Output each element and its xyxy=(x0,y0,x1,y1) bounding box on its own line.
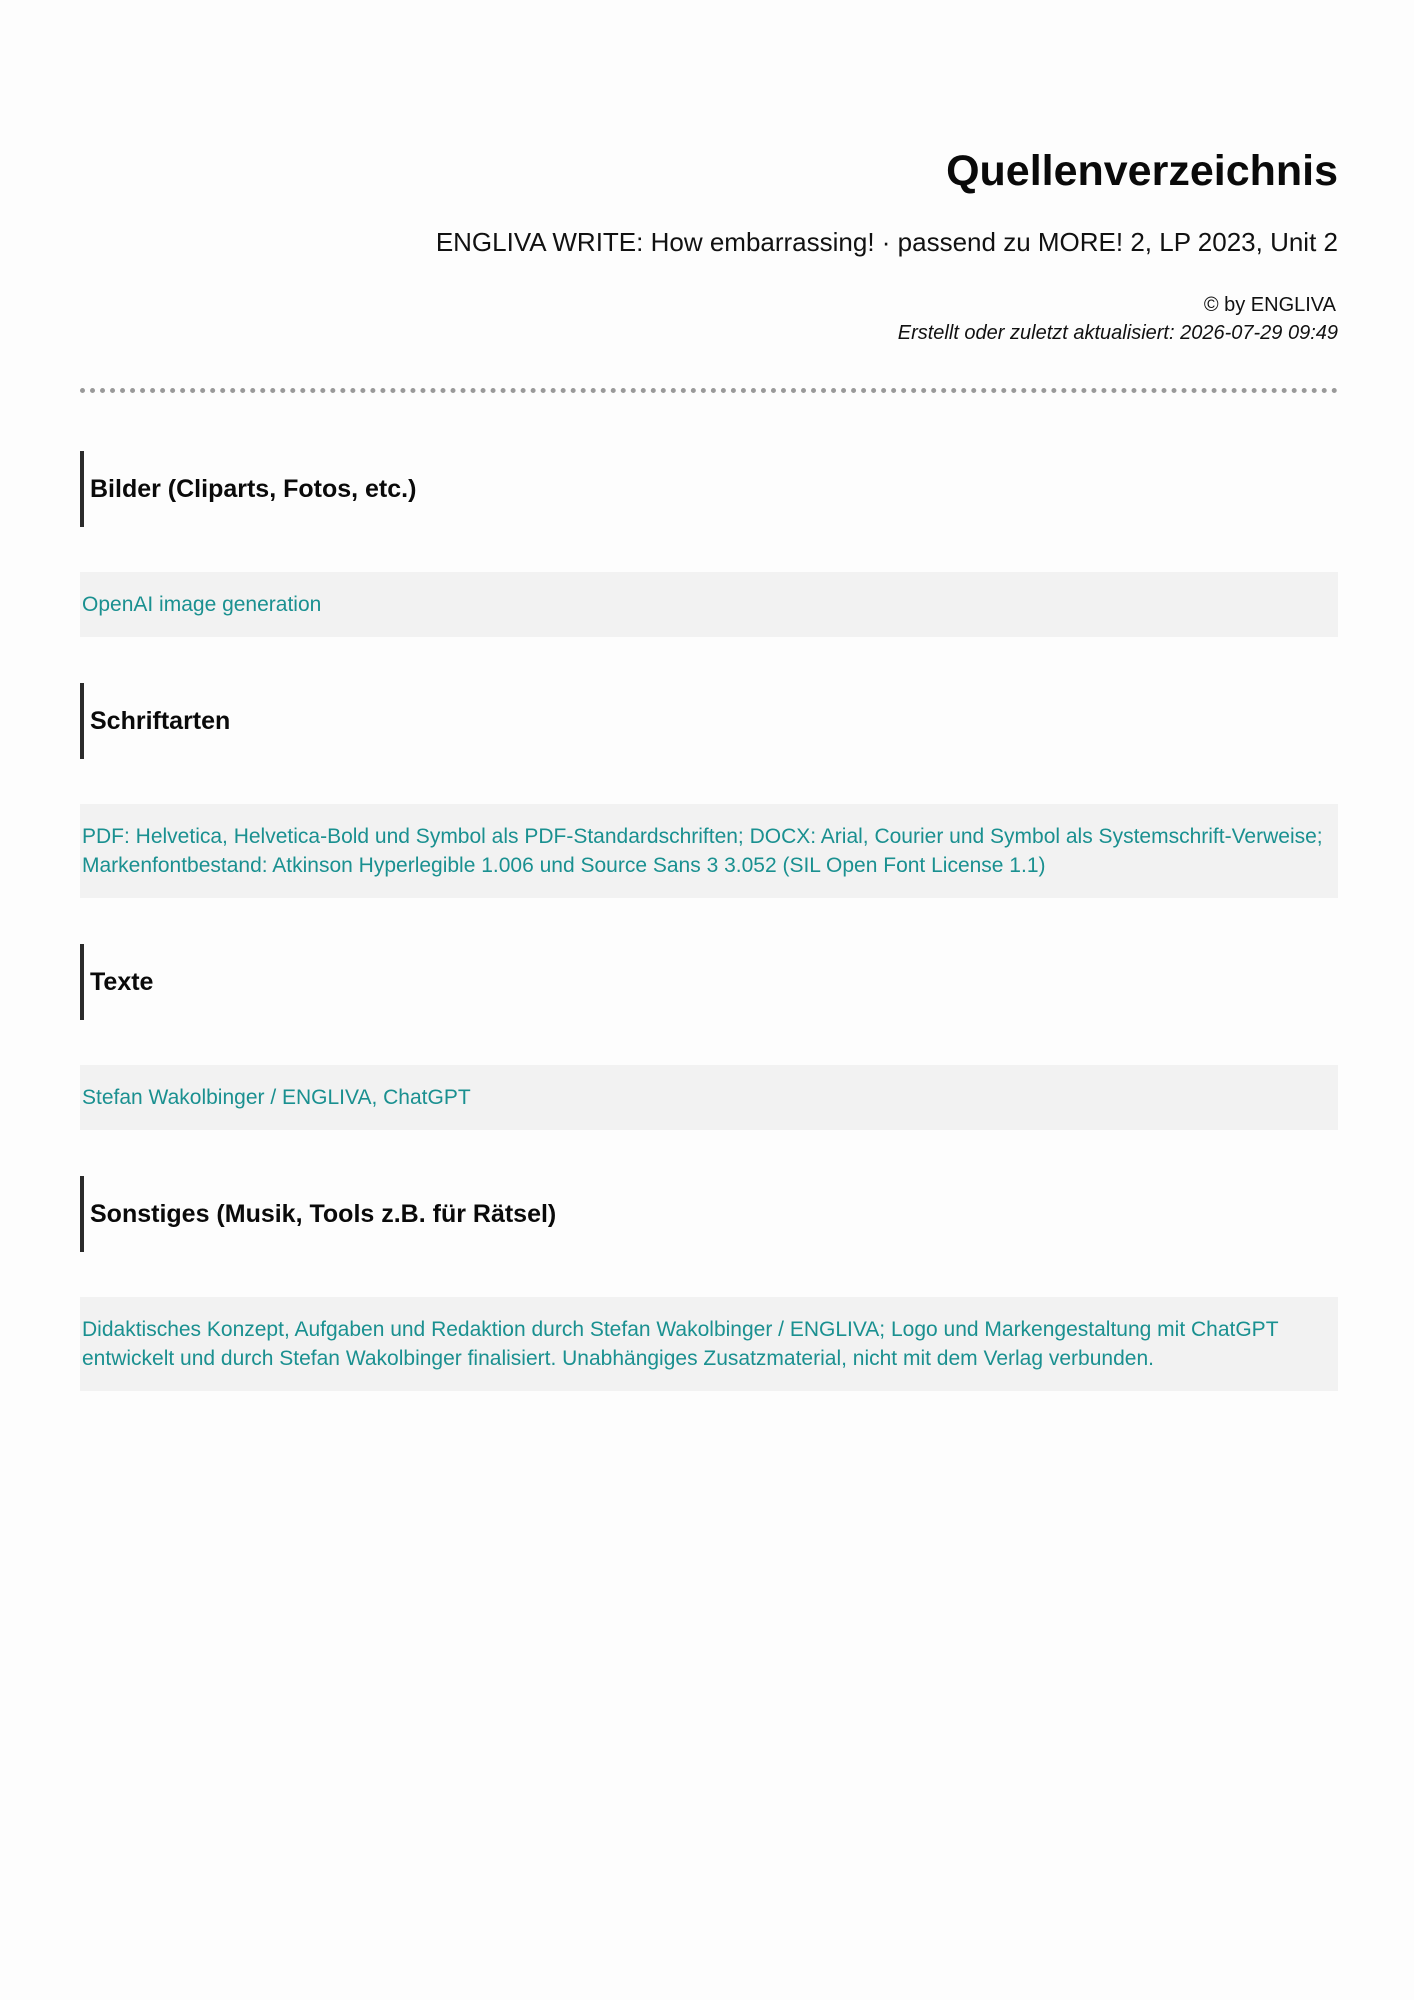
document-header xyxy=(80,0,1338,346)
section-body: PDF: Helvetica, Helvetica-Bold und Symbol als PDF-Standardschriften; DOCX: Arial, Courier und Symbol als Systemschrift-Verweise; Markenfontbestand: Atkinson Hyperlegible 1.006 und Source Sans 3 3.052 (SIL Open Font License 1.1) xyxy=(80,804,1338,898)
section-heading: Sonstiges (Musik, Tools z.B. für Rätsel) xyxy=(80,1176,1338,1252)
page-title: Quellenverzeichnis xyxy=(946,147,1338,195)
section-fonts xyxy=(80,683,1338,898)
section-heading: Bilder (Cliparts, Fotos, etc.) xyxy=(80,451,1338,527)
dotted-divider xyxy=(80,388,1338,393)
copyright-notice: © by ENGLIVA xyxy=(1203,294,1336,316)
sources-list xyxy=(80,451,1338,1391)
section-heading: Schriftarten xyxy=(80,683,1338,759)
page-subtitle: ENGLIVA WRITE: How embarrassing! · passend zu MORE! 2, LP 2023, Unit 2 xyxy=(435,227,1338,257)
section-body: Didaktisches Konzept, Aufgaben und Redaktion durch Stefan Wakolbinger / ENGLIVA; Logo und Markengestaltung mit ChatGPT entwickelt und durch Stefan Wakolbinger finalisiert. Unabhängiges Zusatzmaterial, nicht mit dem Verlag verbunden. xyxy=(80,1297,1338,1391)
section-misc xyxy=(80,1176,1338,1391)
section-texts xyxy=(80,944,1338,1130)
section-body: Stefan Wakolbinger / ENGLIVA, ChatGPT xyxy=(80,1065,1338,1130)
document-page xyxy=(80,0,1338,1437)
section-heading: Texte xyxy=(80,944,1338,1020)
last-updated-timestamp: Erstellt oder zuletzt aktualisiert: 2026-07-29 09:49 xyxy=(897,322,1338,344)
section-body: OpenAI image generation xyxy=(80,572,1338,637)
section-images xyxy=(80,451,1338,637)
